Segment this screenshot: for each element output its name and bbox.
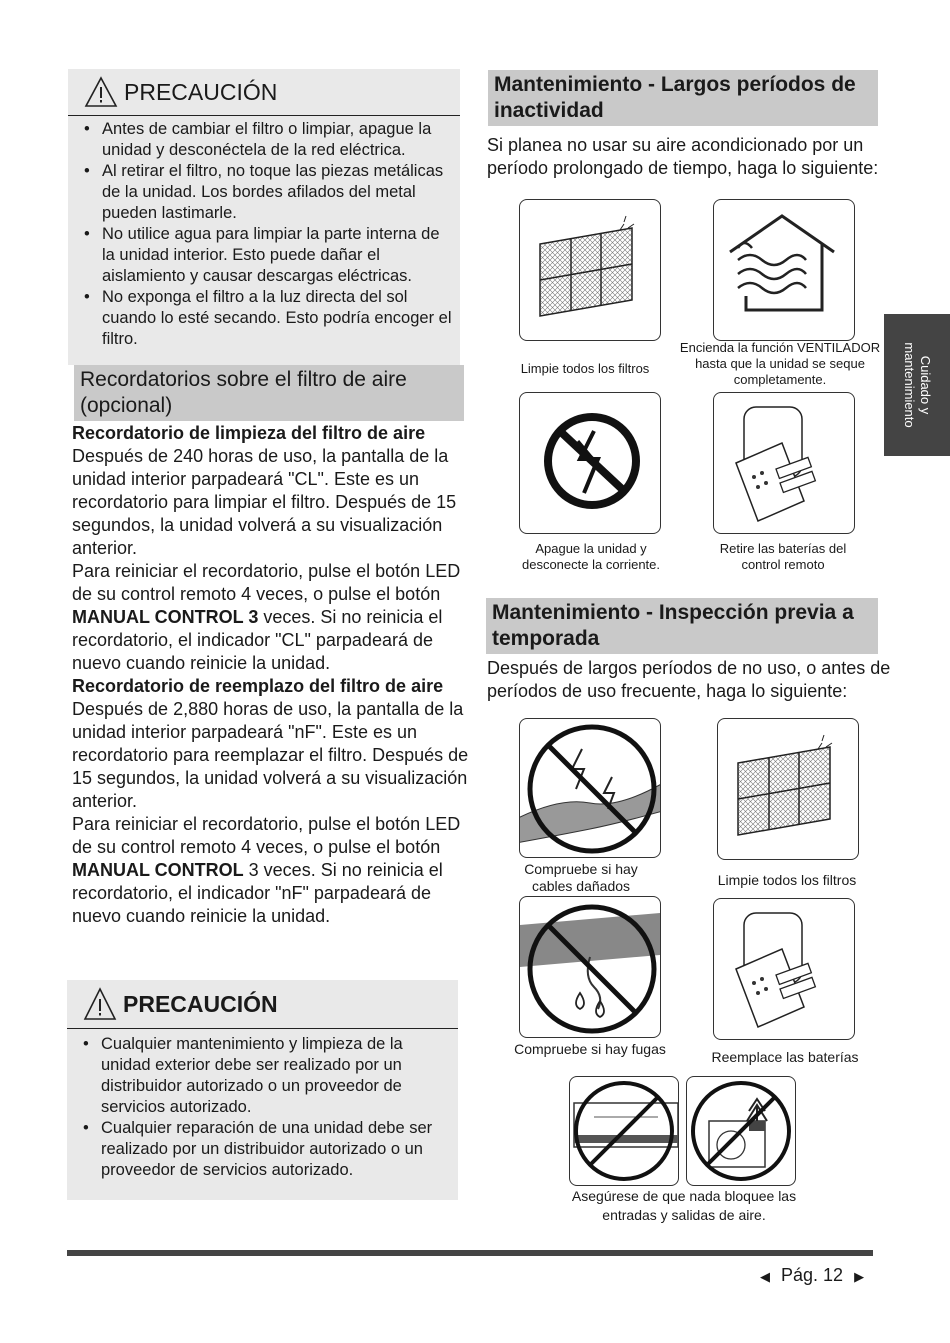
next-page-icon[interactable]: ▶	[854, 1269, 865, 1284]
section-heading-long-inactivity: Mantenimiento - Largos períodos de inactividad	[488, 70, 878, 126]
caution-list	[67, 1029, 458, 1181]
caption: Compruebe si hay cables dañados	[524, 861, 638, 894]
cleaning-reset-text: Para reiniciar el recordatorio, pulse el botón LED de su control remoto 4 veces, o pulse el botón MANUAL CONTROL 3 veces. Si no reinicia el recordatorio, el indicador "CL" parpadeará de nuevo cuando reinicie la unidad.	[72, 561, 461, 673]
replace-reminder-text: Después de 2,880 horas de uso, la pantalla de la unidad interior parpadeará "nF". Este es un recordatorio para reemplazar el filtro. Después de 15 segundos, la unidad volverá a su visualización anterior.	[72, 699, 469, 811]
warning-triangle-icon	[84, 76, 118, 108]
section-side-tab	[884, 314, 950, 456]
no-leak-icon	[520, 897, 660, 1037]
warning-triangle-icon	[83, 987, 117, 1021]
no-block-indoor-icon	[570, 1077, 678, 1185]
leak-illustration	[519, 896, 661, 1038]
power-off-illustration	[519, 392, 661, 534]
caption: Reemplace las baterías	[711, 1049, 859, 1065]
page-navigation	[760, 1265, 864, 1286]
no-block-outdoor-icon	[687, 1077, 795, 1185]
caption: Encienda la función VENTILADOR hasta que la unidad se seque completamente.	[679, 340, 881, 387]
page-number: Pág. 12	[781, 1265, 844, 1285]
air-filter-icon	[718, 719, 858, 859]
outdoor-unit-blocked-illustration	[686, 1076, 796, 1186]
caption: Limpie todos los filtros	[520, 361, 650, 376]
caution-box-2	[67, 980, 458, 1200]
remote-control-icon	[714, 899, 854, 1039]
caution-list	[68, 116, 460, 350]
house-fan-icon	[714, 200, 854, 340]
footer-rule	[67, 1250, 873, 1256]
no-damaged-cable-icon	[520, 719, 660, 857]
cleaning-reminder-title: Recordatorio de limpieza del filtro de aire	[72, 423, 426, 443]
air-filter-icon	[520, 200, 660, 340]
filter-illustration	[717, 718, 859, 860]
remote-batteries-illustration	[713, 898, 855, 1040]
remote-batteries-illustration	[713, 392, 855, 534]
caution-header	[68, 69, 460, 116]
caution-item: • Cualquier mantenimiento y limpieza de la unidad exterior debe ser realizado por un distribuidor autorizado o un proveedor de servicios autorizado.	[83, 1034, 450, 1118]
prev-page-icon[interactable]: ◀	[760, 1269, 770, 1284]
caption: Compruebe si hay fugas	[514, 1041, 666, 1057]
damaged-cables-illustration	[519, 718, 661, 858]
caution-item: • No exponga el filtro a la luz directa del sol cuando lo esté secando. Esto podría encoger el filtro.	[84, 287, 452, 350]
no-power-icon	[520, 393, 660, 533]
caution-item: • Antes de cambiar el filtro o limpiar, apague la unidad y desconéctela de la red eléctrica.	[84, 119, 452, 161]
section-heading-preseason: Mantenimiento - Inspección previa a temporada	[486, 598, 878, 654]
reminders-body	[72, 422, 472, 928]
caution-item: • No utilice agua para limpiar la parte interna de la unidad interior. Esto puede dañar el aislamiento y causar descargas eléctricas.	[84, 224, 452, 287]
replace-reminder-title: Recordatorio de reemplazo del filtro de aire	[72, 676, 444, 696]
cleaning-reminder-text: Después de 240 horas de uso, la pantalla de la unidad interior parpadeará "CL". Este es un recordatorio para limpiar el filtro. Después de 15 segundos, la unidad volverá a su visualización anterior.	[72, 446, 457, 558]
caption: Limpie todos los filtros	[717, 872, 857, 888]
preseason-intro: Después de largos períodos de no uso, o antes de períodos de uso frecuente, haga lo siguiente:	[487, 658, 891, 701]
caution-box-1	[68, 69, 460, 365]
side-tab-label: Cuidado y mantenimiento	[902, 342, 933, 428]
caution-header	[67, 980, 458, 1029]
caution-title: PRECAUCIÓN	[123, 990, 278, 1017]
filter-illustration	[519, 199, 661, 341]
replace-reset-text: Para reiniciar el recordatorio, pulse el botón LED de su control remoto 4 veces, o pulse el botón MANUAL CONTROL 3 veces. Si no reinicia el recordatorio, el indicador "nF" parpadeará de nuevo cuando reinicie la unidad.	[72, 814, 461, 926]
remote-control-icon	[714, 393, 854, 533]
caution-item: • Al retirar el filtro, no toque las piezas metálicas de la unidad. Los bordes afilados del metal pueden lastimarle.	[84, 161, 452, 224]
caution-title: PRECAUCIÓN	[124, 78, 278, 105]
long-inactivity-intro: Si planea no usar su aire acondicionado por un período prolongado de tiempo, haga lo siguiente:	[487, 135, 879, 178]
caption: Apague la unidad y desconecte la corriente.	[521, 541, 661, 572]
caption: Retire las baterías del control remoto	[719, 541, 847, 572]
caption: Asegúrese de que nada bloquee las entradas y salidas de aire.	[571, 1188, 797, 1223]
caution-item: • Cualquier reparación de una unidad debe ser realizado por un distribuidor autorizado o un proveedor de servicios autorizado.	[83, 1118, 450, 1181]
indoor-unit-blocked-illustration	[569, 1076, 679, 1186]
section-heading-reminders: Recordatorios sobre el filtro de aire (opcional)	[74, 365, 464, 421]
fan-illustration	[713, 199, 855, 341]
